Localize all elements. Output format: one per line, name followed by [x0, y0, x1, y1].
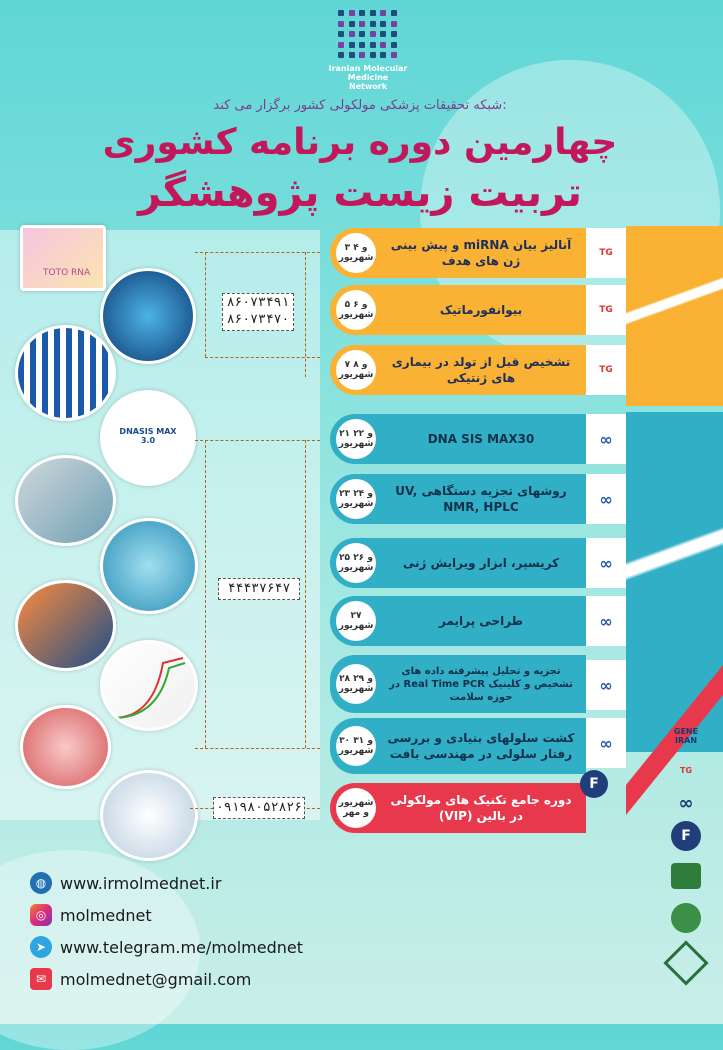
course-title: DNA SIS MAX30 — [427, 432, 535, 446]
course-item[interactable] — [330, 783, 586, 833]
sponsor-logo-icon: ∞ — [599, 733, 613, 753]
course-title: طراحی پرایمر — [439, 614, 523, 628]
course-item[interactable] — [330, 474, 586, 524]
sponsor-logo-icon: ∞ — [599, 489, 613, 509]
course-title: کشت سلولهای بنیادی و بررسی رفتار سلولی در مهندسی بافت — [387, 731, 575, 761]
globe-icon: ◍ — [30, 872, 52, 894]
website-text: www.irmolmednet.ir — [60, 873, 222, 893]
microarray-image — [20, 225, 106, 291]
sponsor-tab — [586, 538, 626, 588]
dnasis-label: DNASIS MAX 3.0 — [119, 427, 177, 445]
course-title: روشهای تجزیه دستگاهی UV, NMR, HPLC — [395, 484, 567, 514]
course-item[interactable] — [330, 655, 586, 713]
sponsor-tab — [580, 770, 608, 798]
orange-ribbon — [626, 226, 723, 406]
course-item[interactable] — [330, 345, 586, 395]
course-title: دوره جامع تکنیک های مولکولی در بالین (VIP) — [390, 793, 572, 823]
connector-line — [195, 440, 320, 441]
sponsor-logo-geneiran: GENE IRAN — [673, 727, 699, 745]
dna-strand-image — [15, 580, 116, 671]
dnasis-software-image — [100, 390, 196, 486]
course-date-badge: ۲۵ و ۲۶ شهریور — [336, 543, 376, 583]
course-title: بیوانفورماتیک — [439, 303, 523, 317]
sponsor-logo-icon: ∞ — [599, 611, 613, 631]
connector-line — [205, 440, 206, 748]
website-link[interactable] — [30, 872, 221, 894]
organizer-subtitle: شبکه تحقیقات پزشکی مولکولی کشور برگزار می کند: — [213, 98, 507, 113]
phone-number: ۰۹۱۹۸۰۵۲۸۲۶ — [215, 800, 303, 815]
connector-line — [195, 252, 320, 253]
course-title: آنالیز بیان miRNA و پیش بینی ژن های هدف — [390, 238, 572, 268]
page-title-line2: تربیت زیست پژوهشگر — [138, 170, 582, 216]
molecule-image — [100, 770, 198, 861]
phone-number: ۴۴۴۳۷۶۴۷ — [227, 581, 291, 596]
email-text: molmednet@gmail.com — [60, 969, 252, 989]
sponsor-logo-icon: TG — [599, 365, 613, 375]
course-date-badge: ۲۳ و ۲۴ شهریور — [336, 479, 376, 519]
course-title: تجزیه و تحلیل پیشرفته داده های تشخیص و کلینیک Real Time PCR در حوزه سلامت — [389, 665, 573, 703]
connector-line — [205, 357, 320, 358]
course-date-badge: ۷ و ۸ شهریور — [336, 350, 376, 390]
connector-line — [205, 252, 206, 357]
connector-line — [305, 440, 306, 748]
pcr-curve-icon — [103, 643, 195, 728]
sponsor-tab — [586, 228, 626, 278]
course-item[interactable] — [330, 538, 586, 588]
telegram-link[interactable] — [30, 936, 303, 958]
sponsor-logo-icon: TG — [599, 248, 613, 258]
chromosome-image — [15, 325, 116, 421]
course-date-badge: شهریور و مهر — [336, 788, 376, 828]
telegram-text: www.telegram.me/molmednet — [60, 937, 303, 957]
pcr-curve-image — [100, 640, 198, 731]
instagram-link[interactable] — [30, 904, 152, 926]
sponsor-tab — [586, 660, 626, 710]
sponsor-logo-icon: F — [589, 776, 599, 792]
course-title: تشخیص قبل از تولد در بیماری های ژنتیکی — [391, 355, 571, 385]
sponsor-tab — [586, 345, 626, 395]
course-item[interactable] — [330, 228, 586, 278]
sponsor-logo-icon: ∞ — [599, 429, 613, 449]
logo-text-line1: Iranian Molecular — [328, 64, 408, 73]
telegram-icon: ➤ — [30, 936, 52, 958]
course-date-badge: ۵ و ۶ شهریور — [336, 290, 376, 330]
sponsor-logo-6 — [664, 945, 708, 981]
phone-box-group3 — [213, 797, 305, 819]
phone-number: ۸۶۰۷۳۴۹۱ — [226, 295, 290, 310]
cell-culture-image — [20, 705, 111, 789]
course-title: کریسپر، ابزار ویرایش ژنی — [402, 556, 560, 570]
phone-box-group2 — [218, 578, 300, 600]
microarray-label: TOTO RNA — [43, 268, 91, 278]
instagram-text: molmednet — [60, 905, 152, 925]
connector-line — [195, 748, 320, 749]
course-date-badge: ۲۸ و ۲۹ شهریور — [336, 664, 376, 704]
sponsor-tab — [586, 285, 626, 335]
course-item[interactable] — [330, 414, 586, 464]
sponsor-logo-f: F — [664, 818, 708, 854]
logo-text-line2: Medicine Network — [347, 73, 389, 91]
instagram-icon: ◎ — [30, 904, 52, 926]
course-item[interactable] — [330, 596, 586, 646]
lab-instrument-image — [15, 455, 116, 546]
course-date-badge: ۳۰ و ۳۱ شهریور — [336, 726, 376, 766]
sponsor-logo-4 — [664, 858, 708, 894]
course-item[interactable] — [330, 718, 586, 774]
sponsor-logo-icon: ∞ — [599, 675, 613, 695]
sponsor-logo-5 — [664, 900, 708, 936]
phone-box-group1 — [222, 293, 294, 331]
connector-line — [305, 252, 306, 377]
course-item[interactable] — [330, 285, 586, 335]
mail-icon: ✉ — [30, 968, 52, 990]
email-link[interactable] — [30, 968, 251, 990]
sponsor-tab — [586, 474, 626, 524]
dna-helix-image — [100, 268, 196, 364]
sponsor-logo-tg: TG — [679, 765, 693, 775]
course-date-badge: ۲۱ و ۲۲ شهریور — [336, 419, 376, 459]
sponsor-tab — [586, 718, 626, 768]
network-logo — [328, 10, 408, 105]
sponsor-logo-helix: ∞ — [678, 792, 694, 814]
logo-mark — [338, 10, 398, 60]
sponsor-logo-icon: TG — [599, 305, 613, 315]
course-date-badge: ۲۷ شهریور — [336, 601, 376, 641]
course-date-badge: ۳ و ۴ شهریور — [336, 233, 376, 273]
page-title-line1: چهارمین دوره برنامه کشوری — [102, 122, 618, 163]
phone-number: ۸۶۰۷۳۴۷۰ — [226, 312, 290, 327]
sponsor-tab — [586, 414, 626, 464]
sponsor-logo-icon: ∞ — [599, 553, 613, 573]
crispr-image — [100, 518, 198, 614]
sponsor-tab — [586, 596, 626, 646]
